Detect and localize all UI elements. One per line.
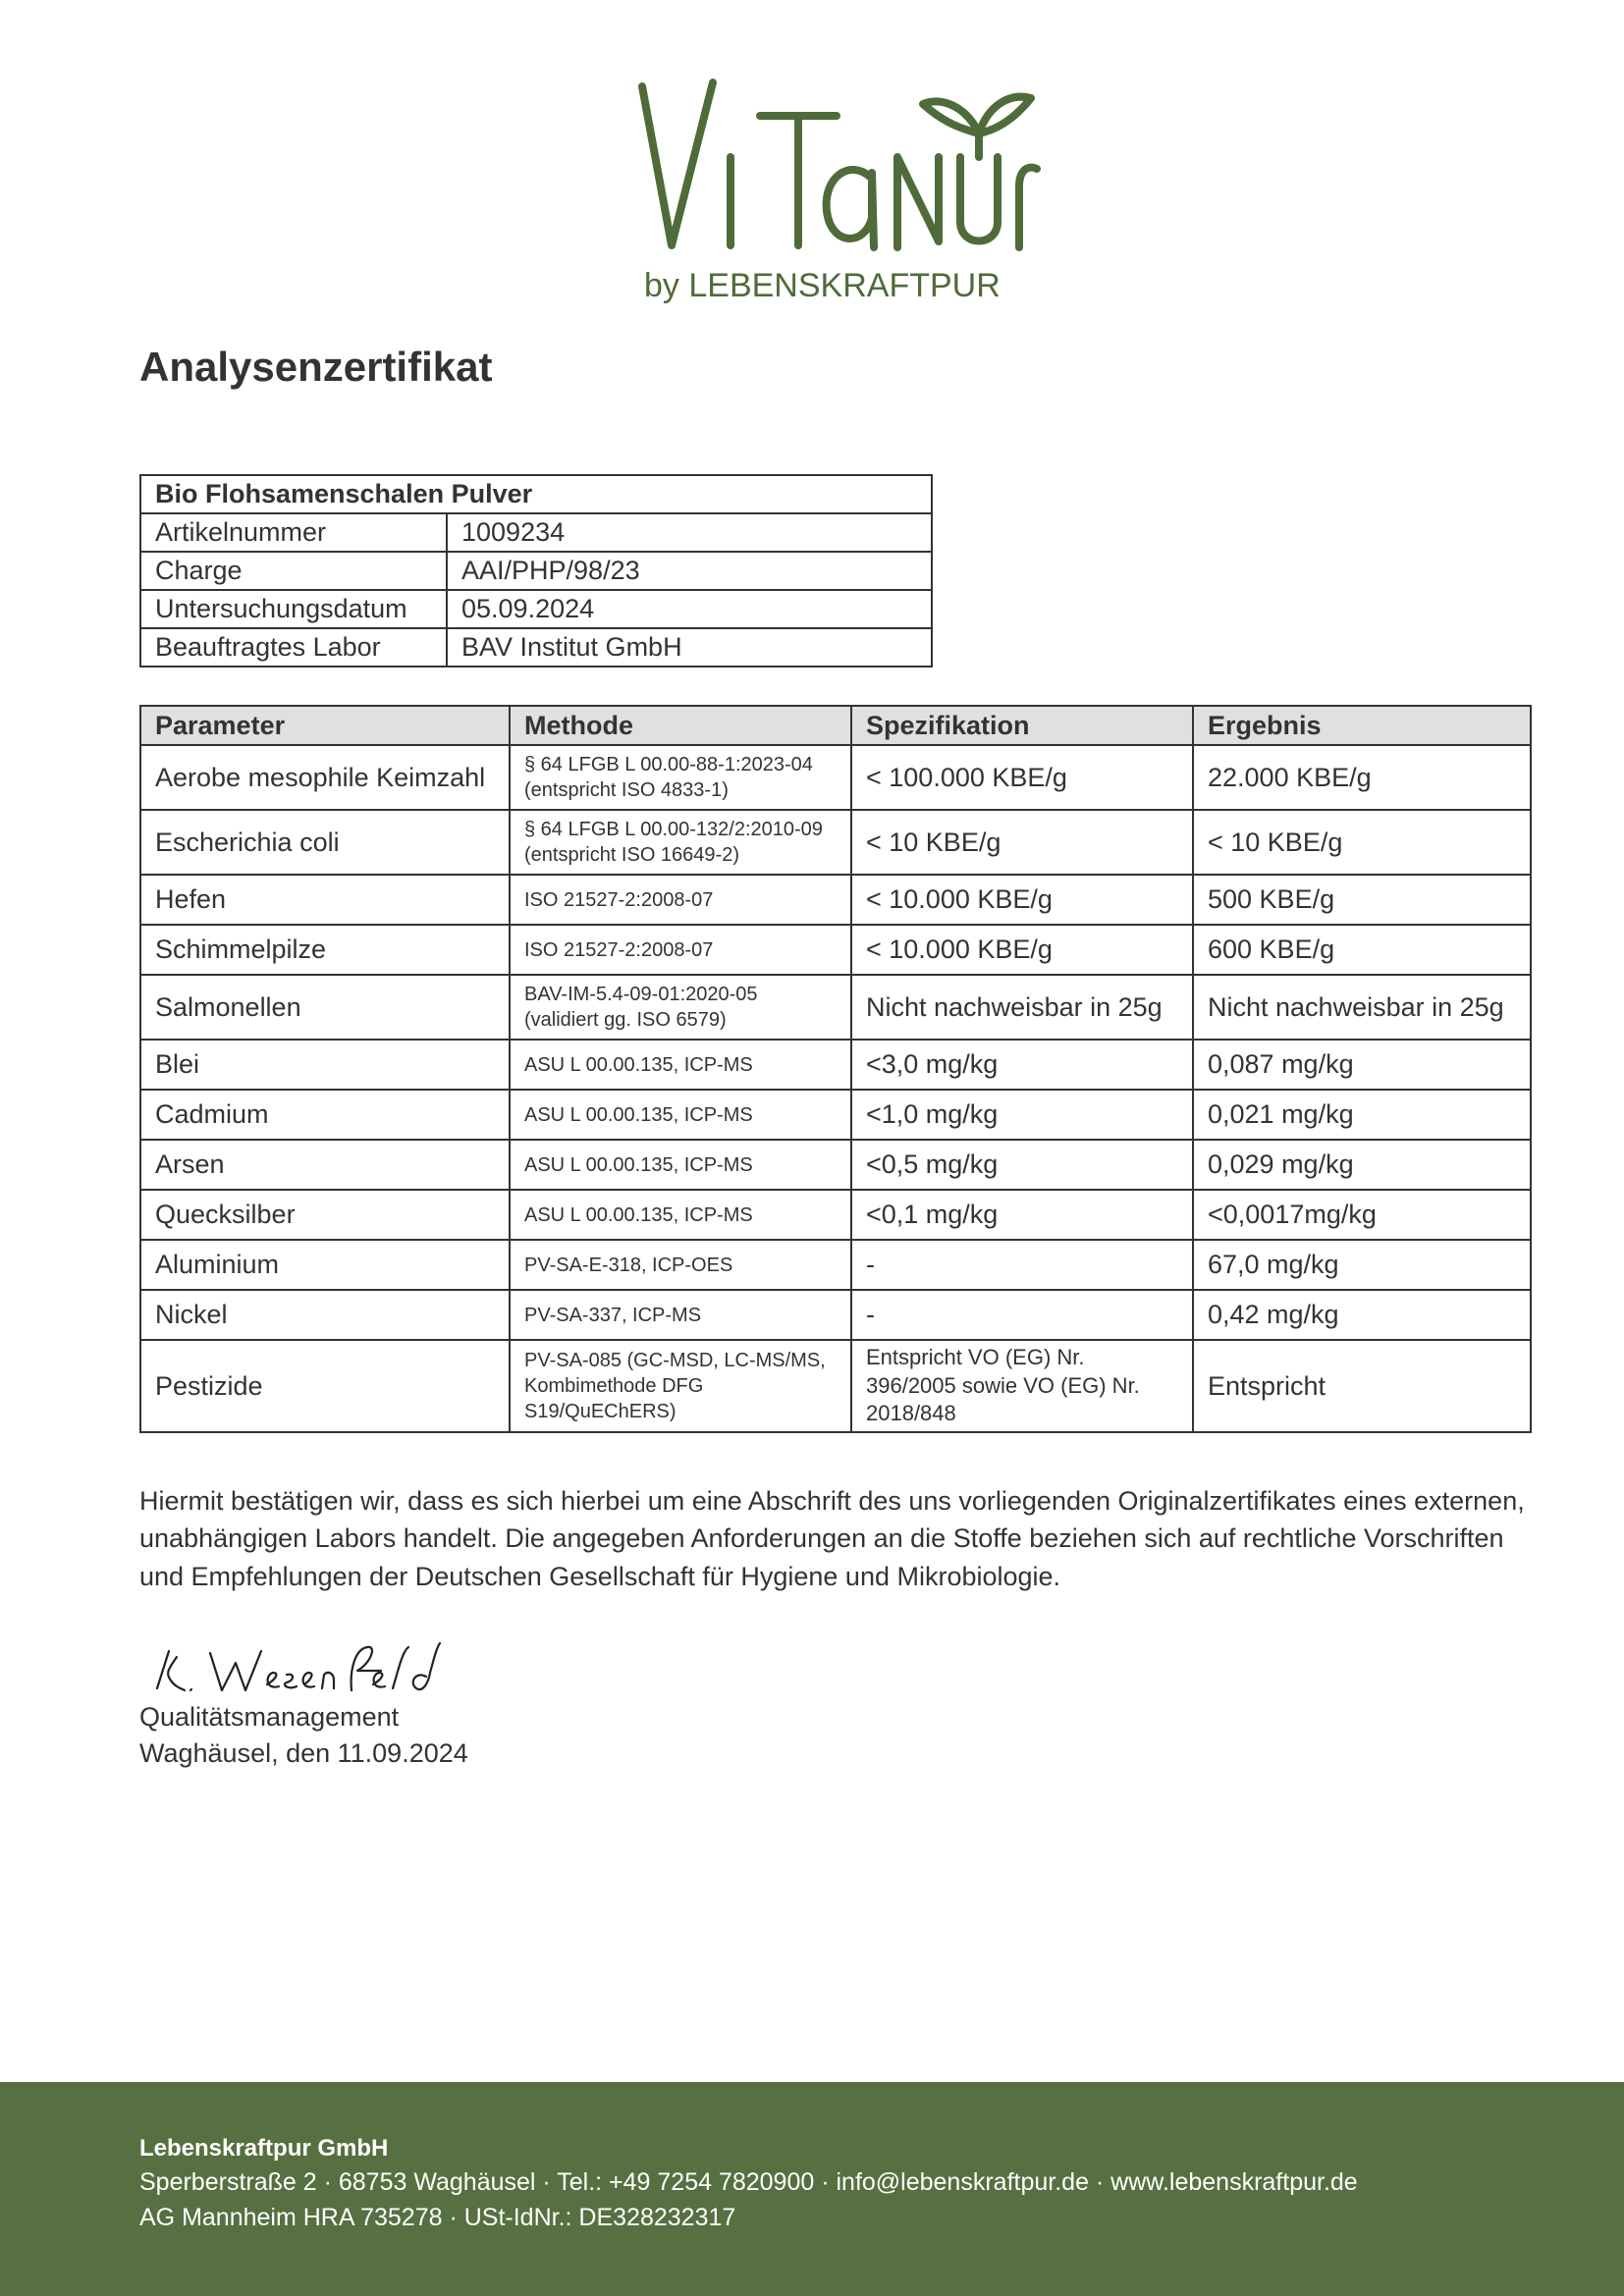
info-value: 05.09.2024	[447, 590, 932, 628]
method-cell: ASU L 00.00.135, ICP-MS	[510, 1090, 851, 1140]
info-label: Beauftragtes Labor	[140, 628, 447, 667]
page-footer	[0, 2082, 1624, 2296]
parameter-cell: Escherichia coli	[140, 810, 510, 875]
method-cell: ASU L 00.00.135, ICP-MS	[510, 1140, 851, 1190]
method-cell: ISO 21527-2:2008-07	[510, 925, 851, 975]
analysis-results-table	[139, 705, 1532, 1433]
result-cell: Entspricht	[1193, 1340, 1531, 1432]
parameter-cell: Aerobe mesophile Keimzahl	[140, 745, 510, 810]
parameter-cell: Pestizide	[140, 1340, 510, 1432]
info-value: AAI/PHP/98/23	[447, 552, 932, 590]
signatory-role: Qualitätsmanagement	[139, 1702, 400, 1732]
result-cell: 500 KBE/g	[1193, 875, 1531, 925]
parameter-cell: Arsen	[140, 1140, 510, 1190]
spec-cell: Nicht nachweisbar in 25g	[851, 975, 1193, 1040]
product-name: Bio Flohsamenschalen Pulver	[140, 475, 932, 513]
result-cell: < 10 KBE/g	[1193, 810, 1531, 875]
method-cell: ASU L 00.00.135, ICP-MS	[510, 1040, 851, 1090]
table-row	[140, 925, 1531, 975]
result-cell: 67,0 mg/kg	[1193, 1240, 1531, 1290]
info-row	[140, 590, 932, 628]
spec-cell: -	[851, 1240, 1193, 1290]
table-row	[140, 1240, 1531, 1290]
result-cell: 600 KBE/g	[1193, 925, 1531, 975]
info-label: Artikelnummer	[140, 513, 447, 552]
result-cell: 0,087 mg/kg	[1193, 1040, 1531, 1090]
method-cell: § 64 LFGB L 00.00-132/2:2010-09 (entspricht ISO 16649-2)	[510, 810, 851, 875]
table-row	[140, 1090, 1531, 1140]
method-cell: PV-SA-337, ICP-MS	[510, 1290, 851, 1340]
product-name-row	[140, 475, 932, 513]
parameter-cell: Hefen	[140, 875, 510, 925]
info-row	[140, 513, 932, 552]
header-parameter: Parameter	[140, 706, 510, 745]
info-row	[140, 552, 932, 590]
parameter-cell: Quecksilber	[140, 1190, 510, 1240]
spec-cell: Entspricht VO (EG) Nr. 396/2005 sowie VO (EG) Nr. 2018/848	[851, 1340, 1193, 1432]
results-header-row	[140, 706, 1531, 745]
method-cell: § 64 LFGB L 00.00-88-1:2023-04 (entspricht ISO 4833-1)	[510, 745, 851, 810]
parameter-cell: Nickel	[140, 1290, 510, 1340]
footer-registration: AG Mannheim HRA 735278 · USt-IdNr.: DE328232317	[139, 2204, 736, 2231]
confirmation-statement: Hiermit bestätigen wir, dass es sich hierbei um eine Abschrift des uns vorliegenden Originalzertifikates eines externen, unabhängigen Labors handelt. Die angegeben Anforderungen an die Stoffe beziehen sich auf rechtliche Vorschriften und Empfehlungen der Deutschen Gesellschaft für Hygiene und Mikrobiologie.	[139, 1486, 1525, 1591]
method-cell: ISO 21527-2:2008-07	[510, 875, 851, 925]
spec-cell: -	[851, 1290, 1193, 1340]
method-cell: PV-SA-E-318, ICP-OES	[510, 1240, 851, 1290]
table-row	[140, 875, 1531, 925]
parameter-cell: Blei	[140, 1040, 510, 1090]
info-label: Charge	[140, 552, 447, 590]
table-row	[140, 810, 1531, 875]
method-cell: ASU L 00.00.135, ICP-MS	[510, 1190, 851, 1240]
table-row	[140, 975, 1531, 1040]
spec-cell: <0,1 mg/kg	[851, 1190, 1193, 1240]
signature-graphic	[139, 1629, 454, 1708]
table-row	[140, 1040, 1531, 1090]
result-cell: 0,42 mg/kg	[1193, 1290, 1531, 1340]
spec-cell: < 10.000 KBE/g	[851, 875, 1193, 925]
table-row	[140, 745, 1531, 810]
footer-company: Lebenskraftpur GmbH	[139, 2135, 389, 2162]
spec-cell: <1,0 mg/kg	[851, 1090, 1193, 1140]
result-cell: Nicht nachweisbar in 25g	[1193, 975, 1531, 1040]
info-label: Untersuchungsdatum	[140, 590, 447, 628]
info-value: 1009234	[447, 513, 932, 552]
vitanur-logo-graphic	[628, 39, 1041, 304]
header-result: Ergebnis	[1193, 706, 1531, 745]
parameter-cell: Schimmelpilze	[140, 925, 510, 975]
spec-cell: < 10 KBE/g	[851, 810, 1193, 875]
method-cell: PV-SA-085 (GC-MSD, LC-MS/MS, Kombimethode DFG S19/QuEChERS)	[510, 1340, 851, 1432]
spec-cell: <3,0 mg/kg	[851, 1040, 1193, 1090]
spec-cell: < 10.000 KBE/g	[851, 925, 1193, 975]
place-and-date: Waghäusel, den 11.09.2024	[139, 1738, 468, 1768]
result-cell: 22.000 KBE/g	[1193, 745, 1531, 810]
parameter-cell: Cadmium	[140, 1090, 510, 1140]
footer-contact: Sperberstraße 2 · 68753 Waghäusel · Tel.: +49 7254 7820900 · info@lebenskraftpur.de · www.lebenskraftpur.de	[139, 2168, 1358, 2196]
info-row	[140, 628, 932, 667]
header-specification: Spezifikation	[851, 706, 1193, 745]
header-method: Methode	[510, 706, 851, 745]
result-cell: <0,0017mg/kg	[1193, 1190, 1531, 1240]
spec-cell: < 100.000 KBE/g	[851, 745, 1193, 810]
spec-cell: <0,5 mg/kg	[851, 1140, 1193, 1190]
parameter-cell: Aluminium	[140, 1240, 510, 1290]
method-cell: BAV-IM-5.4-09-01:2020-05 (validiert gg. ISO 6579)	[510, 975, 851, 1040]
table-row	[140, 1140, 1531, 1190]
svg-text:by LEBENSKRAFTPUR: by LEBENSKRAFTPUR	[644, 267, 1001, 304]
table-row	[140, 1340, 1531, 1432]
info-value: BAV Institut GmbH	[447, 628, 932, 667]
product-info-table	[139, 474, 933, 667]
handwritten-signature	[139, 1629, 454, 1708]
document-title: Analysenzertifikat	[139, 344, 493, 390]
table-row	[140, 1190, 1531, 1240]
table-row	[140, 1290, 1531, 1340]
parameter-cell: Salmonellen	[140, 975, 510, 1040]
result-cell: 0,029 mg/kg	[1193, 1140, 1531, 1190]
vitanur-logo	[628, 39, 1041, 304]
result-cell: 0,021 mg/kg	[1193, 1090, 1531, 1140]
